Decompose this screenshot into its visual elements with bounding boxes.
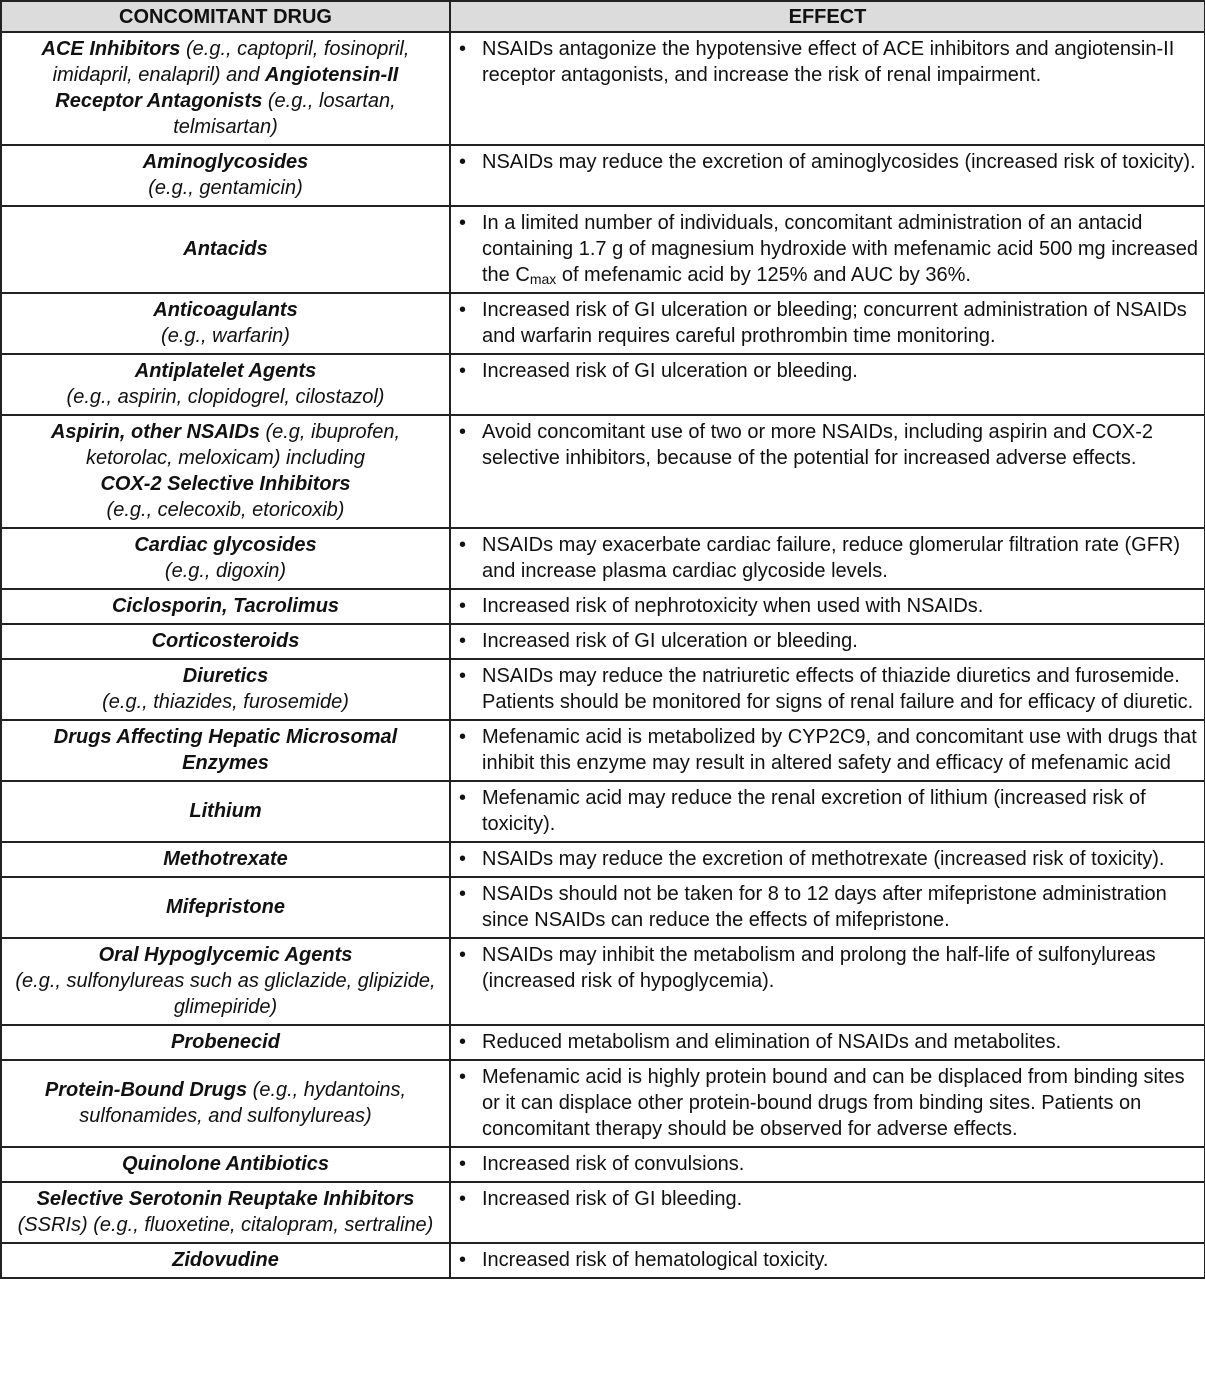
table-row — [1, 1060, 1205, 1147]
effect-cell — [450, 145, 1205, 206]
drug-cell — [1, 1243, 450, 1278]
bullet-icon: • — [459, 212, 467, 234]
effect-cell — [450, 415, 1205, 528]
effect-text: Mefenamic acid may reduce the renal excretion of lithium (increased risk of toxicity). — [482, 787, 1146, 835]
effect-bullet-item — [459, 210, 1200, 288]
table-row — [1, 877, 1205, 938]
bullet-icon: • — [459, 299, 467, 321]
table-row — [1, 206, 1205, 293]
drug-name: Protein-Bound Drugs — [44, 1079, 248, 1101]
effect-text: Increased risk of GI ulceration or bleeding. — [482, 630, 858, 652]
effect-text: NSAIDs may reduce the excretion of aminoglycosides (increased risk of toxicity). — [482, 151, 1196, 173]
drug-examples: (e.g., aspirin, clopidogrel, cilostazol) — [66, 386, 385, 408]
effect-text: Increased risk of GI ulceration or bleeding. — [482, 360, 858, 382]
effect-cell — [450, 1060, 1205, 1147]
drug-name: Lithium — [189, 800, 262, 822]
drug-cell — [1, 528, 450, 589]
bullet-icon: • — [459, 151, 467, 173]
effect-bullet-item — [459, 785, 1200, 837]
effect-text: NSAIDs may inhibit the metabolism and prolong the half-life of sulfonylureas (increased risk of hypoglycemia). — [482, 944, 1156, 992]
bullet-icon: • — [459, 787, 467, 809]
effect-text: Mefenamic acid is metabolized by CYP2C9, and concomitant use with drugs that inhibit this enzyme may result in altered safety and efficacy of mefenamic acid — [482, 726, 1197, 774]
drug-cell — [1, 1182, 450, 1243]
bullet-icon: • — [459, 421, 467, 443]
drug-name: ACE Inhibitors — [41, 38, 181, 60]
effect-text: Increased risk of GI ulceration or bleeding; concurrent administration of NSAIDs and warfarin requires careful prothrombin time monitoring. — [482, 299, 1187, 347]
effect-bullet-item — [459, 724, 1200, 776]
bullet-icon: • — [459, 534, 467, 556]
effect-bullet-item — [459, 628, 1200, 654]
drug-examples: (e.g., gentamicin) — [148, 177, 303, 199]
effect-cell — [450, 1147, 1205, 1182]
effect-bullet-item — [459, 846, 1200, 872]
table-row — [1, 32, 1205, 145]
drug-examples: (e.g, ibuprofen, ketorolac, meloxicam) including — [85, 421, 400, 469]
table-row — [1, 293, 1205, 354]
drug-cell — [1, 659, 450, 720]
header-concomitant-drug: CONCOMITANT DRUG — [1, 1, 450, 32]
table-row — [1, 145, 1205, 206]
bullet-icon: • — [459, 360, 467, 382]
drug-cell — [1, 842, 450, 877]
effect-bullet-item — [459, 663, 1200, 715]
effect-text: Increased risk of convulsions. — [482, 1153, 745, 1175]
drug-name: Quinolone Antibiotics — [121, 1153, 330, 1175]
drug-name: Diuretics — [182, 665, 269, 687]
drug-cell — [1, 720, 450, 781]
effect-cell — [450, 1243, 1205, 1278]
effect-cell — [450, 720, 1205, 781]
table-body — [1, 32, 1205, 1278]
effect-bullet-item — [459, 593, 1200, 619]
table-row — [1, 589, 1205, 624]
drug-name: Anticoagulants — [153, 299, 298, 321]
effect-cell — [450, 1025, 1205, 1060]
subscript-text: max — [529, 271, 557, 287]
drug-cell — [1, 354, 450, 415]
table-row — [1, 842, 1205, 877]
table-header-row — [1, 1, 1205, 32]
effect-bullet-item — [459, 419, 1200, 471]
drug-name: Antacids — [183, 238, 268, 260]
drug-cell — [1, 589, 450, 624]
table-row — [1, 781, 1205, 842]
drug-name: Zidovudine — [172, 1249, 279, 1271]
bullet-icon: • — [459, 1249, 467, 1271]
drug-name: Aminoglycosides — [142, 151, 309, 173]
drug-examples: (e.g., losartan, telmisartan) — [173, 90, 396, 138]
effect-cell — [450, 938, 1205, 1025]
drug-name: COX-2 Selective Inhibitors — [100, 473, 351, 495]
effect-text: Avoid concomitant use of two or more NSAIDs, including aspirin and COX-2 selective inhibitors, because of the potential for increased adverse effects. — [482, 421, 1154, 469]
effect-text: Increased risk of GI bleeding. — [482, 1188, 743, 1210]
drug-cell — [1, 32, 450, 145]
effect-text: NSAIDs may exacerbate cardiac failure, reduce glomerular filtration rate (GFR) and increase plasma cardiac glycoside levels. — [482, 534, 1181, 582]
drug-cell — [1, 206, 450, 293]
drug-cell — [1, 1025, 450, 1060]
drug-cell — [1, 781, 450, 842]
effect-bullet-item — [459, 1247, 1200, 1273]
drug-examples: (e.g., celecoxib, etoricoxib) — [106, 499, 345, 521]
drug-name: Drugs Affecting Hepatic Microsomal Enzymes — [53, 726, 398, 774]
bullet-icon: • — [459, 726, 467, 748]
effect-bullet-item — [459, 358, 1200, 384]
table-row — [1, 938, 1205, 1025]
bullet-icon: • — [459, 595, 467, 617]
effect-cell — [450, 528, 1205, 589]
table-row — [1, 1182, 1205, 1243]
effect-bullet-item — [459, 149, 1200, 175]
bullet-icon: • — [459, 944, 467, 966]
effect-text-part: In a limited number of individuals, concomitant administration of an antacid containing 1.7 g of magnesium hydroxide with mefenamic acid 500 mg increased the C — [482, 212, 1198, 286]
drug-examples: (e.g., sulfonylureas such as gliclazide, glipizide, glimepiride) — [15, 970, 436, 1018]
bullet-icon: • — [459, 1031, 467, 1053]
effect-cell — [450, 589, 1205, 624]
effect-text: NSAIDs may reduce the natriuretic effects of thiazide diuretics and furosemide. Patients should be monitored for signs of renal failure and for efficacy of diuretic. — [482, 665, 1194, 713]
bullet-icon: • — [459, 1188, 467, 1210]
effect-text — [482, 210, 1200, 288]
effect-cell — [450, 354, 1205, 415]
drug-name: Methotrexate — [163, 848, 288, 870]
effect-cell — [450, 206, 1205, 293]
effect-text: Mefenamic acid is highly protein bound and can be displaced from binding sites or it can displace other protein-bound drugs from binding sites. Patients on concomitant therapy should be observed for adverse effects. — [482, 1066, 1185, 1140]
effect-cell — [450, 624, 1205, 659]
drug-name: Mifepristone — [166, 896, 285, 918]
bullet-icon: • — [459, 1153, 467, 1175]
drug-examples: (e.g., digoxin) — [164, 560, 287, 582]
drug-name: Antiplatelet Agents — [134, 360, 317, 382]
drug-cell — [1, 1147, 450, 1182]
drug-cell — [1, 1060, 450, 1147]
drug-examples: (SSRIs) (e.g., fluoxetine, citalopram, sertraline) — [17, 1214, 434, 1236]
table-row — [1, 659, 1205, 720]
effect-cell — [450, 842, 1205, 877]
drug-name: Angiotensin-II Receptor Antagonists — [55, 64, 399, 112]
effect-cell — [450, 32, 1205, 145]
drug-examples: (e.g., captopril, fosinopril, imidapril, enalapril) and — [52, 38, 410, 86]
table-row — [1, 1147, 1205, 1182]
drug-cell — [1, 293, 450, 354]
table-row — [1, 415, 1205, 528]
drug-name: Oral Hypoglycemic Agents — [98, 944, 353, 966]
effect-text-part: of mefenamic acid by 125% and AUC by 36%. — [556, 264, 971, 286]
drug-cell — [1, 938, 450, 1025]
table-row — [1, 720, 1205, 781]
drug-name: Selective Serotonin Reuptake Inhibitors — [36, 1188, 415, 1210]
effect-bullet-item — [459, 36, 1200, 88]
effect-cell — [450, 659, 1205, 720]
drug-cell — [1, 415, 450, 528]
drug-name: Ciclosporin, Tacrolimus — [111, 595, 340, 617]
drug-examples: (e.g., thiazides, furosemide) — [102, 691, 349, 713]
bullet-icon: • — [459, 630, 467, 652]
table-row — [1, 1243, 1205, 1278]
drug-examples: (e.g., hydantoins, sulfonamides, and sulfonylureas) — [79, 1079, 407, 1127]
drug-examples: (e.g., warfarin) — [161, 325, 290, 347]
header-effect: EFFECT — [450, 1, 1205, 32]
effect-text: Increased risk of hematological toxicity. — [482, 1249, 829, 1271]
drug-cell — [1, 877, 450, 938]
effect-bullet-item — [459, 1186, 1200, 1212]
effect-text: Increased risk of nephrotoxicity when used with NSAIDs. — [482, 595, 984, 617]
effect-text: NSAIDs should not be taken for 8 to 12 days after mifepristone administration since NSAIDs can reduce the effects of mifepristone. — [482, 883, 1167, 931]
effect-text: NSAIDs may reduce the excretion of methotrexate (increased risk of toxicity). — [482, 848, 1165, 870]
drug-cell — [1, 624, 450, 659]
effect-bullet-item — [459, 1029, 1200, 1055]
bullet-icon: • — [459, 38, 467, 60]
effect-cell — [450, 293, 1205, 354]
effect-bullet-item — [459, 1151, 1200, 1177]
table-row — [1, 1025, 1205, 1060]
drug-cell — [1, 145, 450, 206]
effect-text: Reduced metabolism and elimination of NSAIDs and metabolites. — [482, 1031, 1062, 1053]
effect-bullet-item — [459, 942, 1200, 994]
bullet-icon: • — [459, 1066, 467, 1088]
effect-bullet-item — [459, 881, 1200, 933]
effect-bullet-item — [459, 297, 1200, 349]
effect-bullet-item — [459, 1064, 1200, 1142]
bullet-icon: • — [459, 883, 467, 905]
effect-text: NSAIDs antagonize the hypotensive effect of ACE inhibitors and angiotensin-II receptor antagonists, and increase the risk of renal impairment. — [482, 38, 1175, 86]
effect-cell — [450, 1182, 1205, 1243]
bullet-icon: • — [459, 848, 467, 870]
table-row — [1, 624, 1205, 659]
drug-name: Cardiac glycosides — [134, 534, 317, 556]
effect-bullet-item — [459, 532, 1200, 584]
table-row — [1, 528, 1205, 589]
effect-cell — [450, 781, 1205, 842]
table-row — [1, 354, 1205, 415]
drug-name: Aspirin, other NSAIDs — [50, 421, 260, 443]
drug-name: Probenecid — [171, 1031, 280, 1053]
bullet-icon: • — [459, 665, 467, 687]
drug-name: Corticosteroids — [151, 630, 300, 652]
effect-cell — [450, 877, 1205, 938]
